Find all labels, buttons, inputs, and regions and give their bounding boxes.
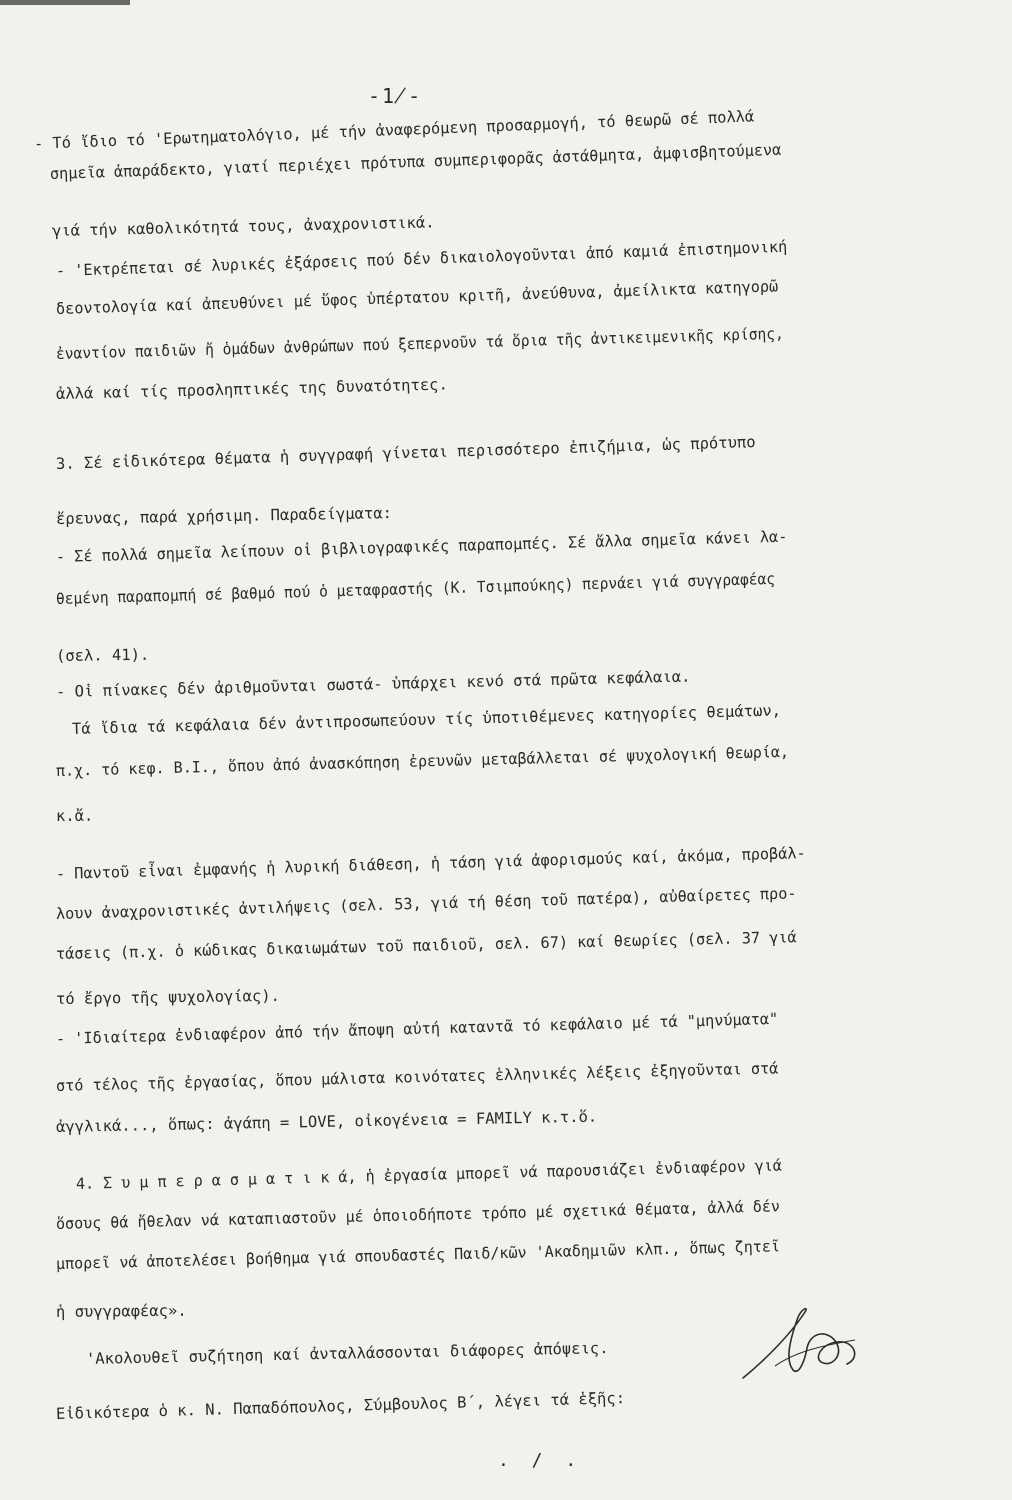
text-line: - Παντοῦ εἶναι ἐμφανής ἡ λυρική διάθεση, ἡ τάση γιά ἀφορισμούς καί, ἀκόμα, προβάλ- [55,844,806,883]
text-line: - 'Εκτρέπεται σέ λυρικές ἐξάρσεις πού δέν δικαιολογοῦνται ἀπό καμιά ἐπιστημονική [55,237,788,280]
text-line: 4. Σ υ μ π ε ρ α σ μ α τ ι κ ά, ἡ ἐργασία μπορεῖ νά παρουσιάζει ἐνδιαφέρον γιά [75,1156,783,1193]
text-line: ἀλλά καί τίς προσληπτικές της δυνατότητες. [55,375,449,403]
text-line: 3. Σέ εἰδικότερα θέματα ἡ συγγραφή γίνεται περισσότερο ἐπιζήμια, ὡς πρότυπο [55,433,756,473]
bleed-through [40,95,980,105]
text-line: Τά ἴδια τά κεφάλαια δέν ἀντιπροσωπεύουν τίς ὑποτιθέμενες κατηγορίες θεμάτων, [71,701,782,738]
handwritten-signature [735,1300,875,1390]
text-line: - Οἱ πίνακες δέν ἀριθμοῦνται σωστά- ὑπάρχει κενό στά πρῶτα κεφάλαια. [55,667,691,701]
text-line: - 'Ιδιαίτερα ἐνδιαφέρον ἀπό τήν ἄποψη αὐτή καταντᾶ τό κεφάλαιο μέ τά "μηνύματα" [55,1009,779,1048]
text-line: ἀγγλικά..., ὅπως: ἀγάπη = LOVE, οἰκογένεια = FAMILY κ.τ.ὅ. [55,1107,598,1136]
text-line: κ.ἄ. [55,806,94,825]
text-line: γιά τήν καθολικότητά τους, ἀναχρονιστικά. [51,213,435,240]
text-line: 'Ακολουθεῖ συζήτηση καί ἀνταλλάσσονται διάφορες ἀπόψεις. [85,1339,609,1368]
text-line: π.χ. τό κεφ. Β.Ι., ὅπου ἀπό ἀνασκόπηση ἐρευνῶν μεταβάλλεται σέ ψυχολογική θεωρία, [55,742,790,780]
page-number: -1̸- [368,84,423,108]
text-line: στό τέλος τῆς ἐργασίας, ὅπου μάλιστα κοινότατες ἑλληνικές λέξεις ἐξηγοῦνται στά [55,1059,779,1095]
text-line: ὅσους θά ἤθελαν νά καταπιαστοῦν μέ ὁποιοδήποτε τρόπο μέ σχετικά θέματα, ἀλλά δέν [55,1197,781,1233]
text-line: τό ἔργο τῆς ψυχολογίας). [55,986,281,1008]
top-edge-mark [0,0,130,5]
text-line: (σελ. 41). [55,645,150,665]
text-line: Εἰδικότερα ὁ κ. Ν. Παπαδόπουλος, Σύμβουλος Β΄, λέγει τά ἑξῆς: [55,1389,626,1423]
text-line: τάσεις (π.χ. ὁ κώδικας δικαιωμάτων τοῦ παιδιοῦ, σελ. 67) καί θεωρίες (σελ. 37 γιά [55,928,797,963]
text-line: μπορεῖ νά ἀποτελέσει βοήθημα γιά σπουδαστές Παιδ/κῶν 'Ακαδημιῶν κλπ., ὅπως ζητεῖ [55,1237,781,1273]
text-line: - Τό ἴδιο τό 'Ερωτηματολόγιο, μέ τήν ἀναφερόμενη προσαρμογή, τό θεωρῶ σέ πολλά [33,107,755,153]
text-line: θεμένη παραπομπή σέ βαθμό πού ὁ μεταφραστής (Κ. Τσιμπούκης) περνάει γιά συγγραφέας [55,569,776,608]
end-mark: . / . [498,1450,583,1471]
text-line: δεοντολογία καί ἀπευθύνει μέ ὕφος ὑπέρτατου κριτῆ, ἀνεύθυνα, ἀμείλικτα κατηγορῶ [55,277,779,318]
text-line: ἔρευνας, παρά χρήσιμη. Παραδείγματα: [55,504,393,528]
text-line: σημεῖα ἀπαράδεκτο, γιατί περιέχει πρότυπα συμπεριφορᾶς ἀστάθμητα, ἀμφισβητούμενα [49,140,782,183]
text-line: ἡ συγγραφέας». [55,1301,187,1321]
text-line: - Σέ πολλά σημεῖα λείπουν οἱ βιβλιογραφικές παραπομπές. Σέ ἄλλα σημεῖα κάνει λα- [55,527,788,566]
text-line: ἐναντίον παιδιῶν ἤ ὁμάδων ἀνθρώπων πού ξεπερνοῦν τά ὅρια τῆς ἀντικειμενικῆς κρίσης, [55,324,785,363]
text-line: λουν ἀναχρονιστικές ἀντιλήψεις (σελ. 53, γιά τή θέση τοῦ πατέρα), αὐθαίρετες προ- [55,884,797,923]
